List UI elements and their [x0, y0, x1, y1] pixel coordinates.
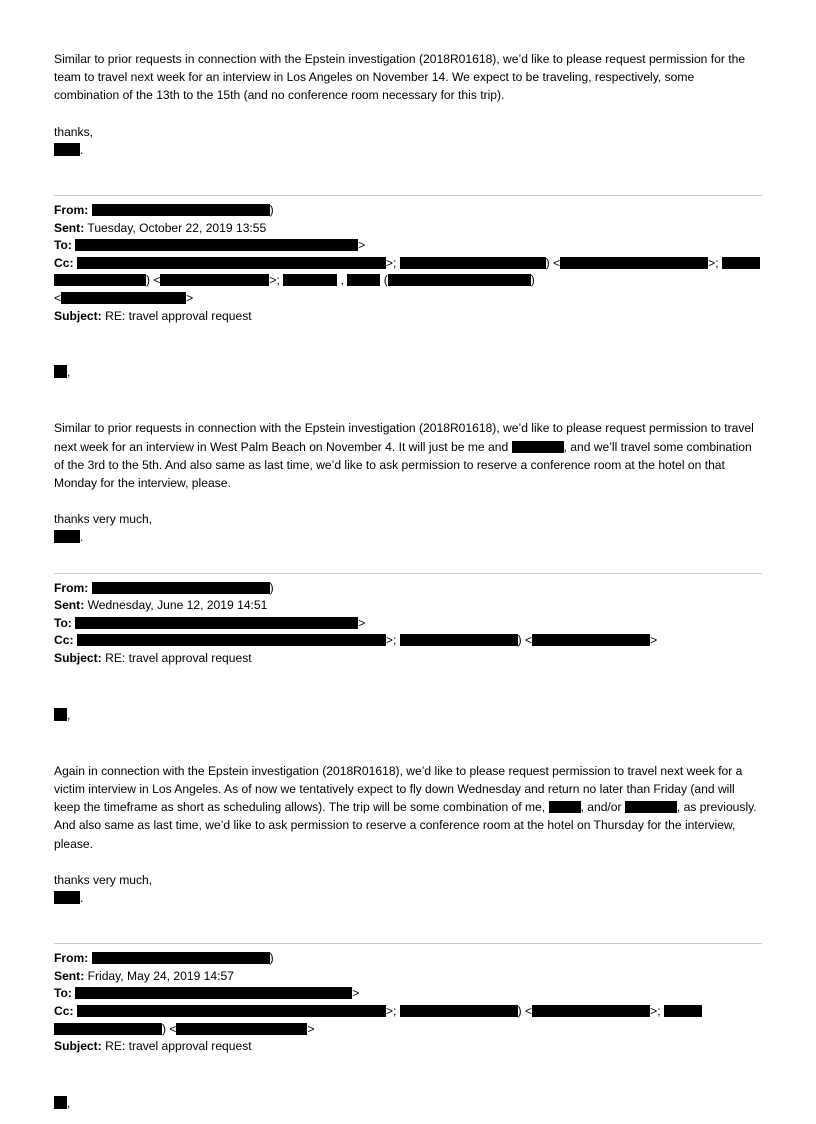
email-body-paragraph	[54, 762, 762, 853]
redaction-block	[722, 257, 760, 269]
header-from-label: From:	[54, 951, 89, 966]
header-cc-label: Cc:	[54, 255, 74, 270]
body-run-text: , and we’ll travel some combination of the 3rd to the 5th. And also same as last time, we’d like to ask permission to reserve a conference room at the hotel on that Monday for the interview, please.	[54, 439, 752, 490]
redaction-block	[532, 1005, 650, 1017]
header-sent-row	[54, 220, 762, 238]
redaction-block	[532, 634, 650, 646]
email-body-paragraph: Similar to prior requests in connection with the Epstein investigation (2018R01618), we’d like to please request permission for the team to travel next week for an interview in Los Angeles on November 14. We expect to be traveling, respectively, some combination of the 13th to the 15th (and no conference room necessary for this trip).	[54, 52, 746, 103]
header-subject-row	[54, 650, 762, 668]
signoff-name-redaction-line	[54, 528, 762, 546]
header-from-trailing: )	[269, 951, 274, 966]
header-to-label: To:	[54, 986, 72, 1001]
header-subject-label: Subject:	[54, 650, 102, 665]
signoff-period: .	[80, 890, 84, 905]
redaction-block	[92, 204, 270, 216]
header-to-row	[54, 985, 762, 1003]
redaction-block	[400, 257, 546, 269]
header-subject-label: Subject:	[54, 308, 102, 323]
header-subject-label: Subject:	[54, 1039, 102, 1054]
redaction-block	[283, 274, 337, 286]
header-sent-row	[54, 968, 762, 986]
redaction-block	[400, 634, 518, 646]
redaction-block	[54, 708, 67, 721]
header-sent-value: Wednesday, June 12, 2019 14:51	[87, 598, 268, 613]
header-from-label: From:	[54, 203, 89, 218]
greeting-comma: ,	[67, 365, 71, 380]
greeting-line	[54, 1094, 762, 1112]
greeting-comma: ,	[67, 1095, 71, 1110]
email-body-paragraph	[54, 419, 762, 492]
redaction-block	[54, 1023, 162, 1035]
header-sent-label: Sent:	[54, 598, 85, 613]
redaction-block	[77, 1005, 386, 1017]
header-divider	[54, 573, 762, 574]
redaction-block	[75, 239, 358, 251]
header-sent-row	[54, 597, 762, 615]
signoff-text: thanks very much,	[54, 872, 153, 887]
header-sent-label: Sent:	[54, 968, 85, 983]
greeting-line	[54, 706, 762, 724]
signoff-period: .	[80, 142, 84, 157]
redaction-block	[388, 274, 531, 286]
signoff-name-redaction-line	[54, 141, 762, 159]
header-cc-row: Cc: >; ) < >; ) < >; , ( ) < >	[54, 255, 762, 308]
redaction-block	[75, 987, 352, 999]
header-subject-row	[54, 1038, 762, 1056]
header-subject-value: RE: travel approval request	[105, 650, 252, 665]
header-divider	[54, 943, 762, 944]
body-run-text: Again in connection with the Epstein investigation (2018R01618), we’d like to please request permission to travel next week for a victim interview in Los Angeles. As of now we tentatively expect to fly down Wednesday and return no later than Friday (and will keep the timeframe as short as scheduling allows). The trip will be some combination of me,	[54, 763, 743, 815]
header-to-trailing: >	[352, 986, 360, 1001]
header-subject-value: RE: travel approval request	[105, 1039, 252, 1054]
redaction-block	[160, 274, 269, 286]
signoff-text: thanks very much,	[54, 512, 153, 527]
body-run-text: , and/or	[580, 800, 625, 815]
redaction-block	[92, 582, 270, 594]
header-from-row	[54, 580, 762, 598]
header-to-label: To:	[54, 615, 72, 630]
body-run-text: , as previously. And also same as last time, we’d like to ask permission to reserve a conference room at the hotel on Thursday for the interview, please.	[54, 800, 757, 851]
email-header	[54, 950, 762, 1056]
header-from-row	[54, 950, 762, 968]
redaction-block	[54, 891, 80, 904]
header-to-trailing: >	[358, 238, 366, 253]
redaction-block	[664, 1005, 702, 1017]
header-cc-label: Cc:	[54, 633, 74, 648]
redaction-block	[625, 801, 677, 813]
email-header	[54, 202, 762, 325]
redaction-block	[54, 143, 80, 156]
header-to-row	[54, 615, 762, 633]
redaction-block	[400, 1005, 518, 1017]
header-sent-value: Friday, May 24, 2019 14:57	[87, 968, 234, 983]
body-run-text: Similar to prior requests in connection with the Epstein investigation (2018R01618), we’d like to please request permission to travel next week for an interview in West Palm Beach on November 4. It will just be me and	[54, 421, 754, 454]
redaction-block	[549, 801, 581, 813]
redaction-block	[54, 530, 80, 543]
redaction-block	[512, 441, 564, 453]
document-content	[54, 50, 762, 1124]
redaction-block	[560, 257, 708, 269]
signoff-text: thanks,	[54, 124, 93, 139]
redaction-block	[54, 274, 146, 286]
header-to-row	[54, 237, 762, 255]
redaction-block	[61, 292, 186, 304]
header-subject-value: RE: travel approval request	[105, 308, 252, 323]
header-to-label: To:	[54, 238, 72, 253]
header-sent-label: Sent:	[54, 220, 85, 235]
header-sent-value: Tuesday, October 22, 2019 13:55	[87, 220, 267, 235]
header-from-label: From:	[54, 580, 89, 595]
redaction-block	[347, 274, 380, 286]
redaction-block	[54, 1096, 67, 1109]
header-from-trailing: )	[269, 580, 274, 595]
redaction-block	[176, 1023, 307, 1035]
header-to-trailing: >	[358, 615, 366, 630]
redaction-block	[75, 617, 358, 629]
header-from-row	[54, 202, 762, 220]
header-cc-label: Cc:	[54, 1003, 74, 1018]
redaction-block	[92, 952, 270, 964]
email-header	[54, 580, 762, 668]
redaction-block	[54, 365, 67, 378]
header-from-trailing: )	[269, 203, 274, 218]
redaction-block	[77, 634, 386, 646]
header-cc-row: Cc: >; ) < >; ) < >	[54, 1003, 762, 1038]
greeting-line	[54, 363, 762, 381]
greeting-comma: ,	[67, 707, 71, 722]
header-subject-row	[54, 308, 762, 326]
signoff-name-redaction-line	[54, 889, 762, 907]
redaction-block	[77, 257, 386, 269]
header-cc-row: Cc: >; ) < >	[54, 633, 658, 648]
header-divider	[54, 195, 762, 196]
signoff-period: .	[80, 530, 84, 545]
